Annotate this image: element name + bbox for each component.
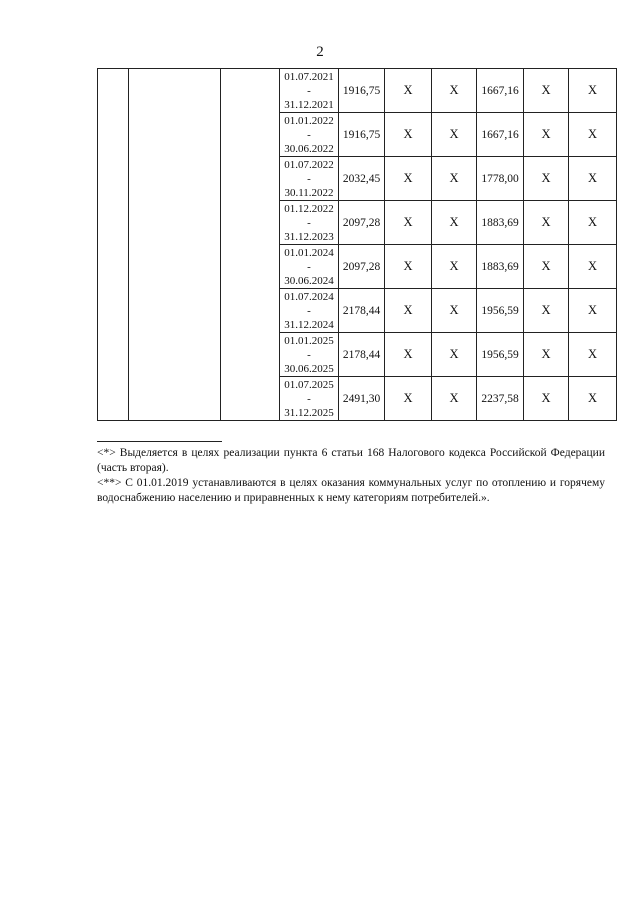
- period-cell: 01.07.2024 - 31.12.2024: [280, 289, 339, 333]
- value-cell: 2491,30: [339, 377, 385, 421]
- value-cell: 1916,75: [339, 113, 385, 157]
- value-cell: 2097,28: [339, 245, 385, 289]
- value-cell: 1883,69: [477, 201, 524, 245]
- footnote-vat: <*> Выделяется в целях реализации пункта 6 статьи 168 Налогового кодекса Российской Федерации (часть вторая).: [97, 447, 605, 474]
- x-cell: X: [524, 69, 569, 113]
- x-cell: X: [524, 245, 569, 289]
- x-cell: X: [432, 289, 477, 333]
- x-cell: X: [432, 69, 477, 113]
- merged-cell-3: [221, 69, 280, 421]
- period-cell: 01.07.2022 - 30.11.2022: [280, 157, 339, 201]
- x-cell: X: [385, 201, 432, 245]
- x-cell: X: [524, 333, 569, 377]
- value-cell: 1956,59: [477, 333, 524, 377]
- x-cell: X: [432, 245, 477, 289]
- value-cell: 2178,44: [339, 333, 385, 377]
- value-cell: 1667,16: [477, 69, 524, 113]
- x-cell: X: [432, 377, 477, 421]
- value-cell: 1883,69: [477, 245, 524, 289]
- value-cell: 2032,45: [339, 157, 385, 201]
- table-row: [98, 69, 617, 113]
- value-cell: 1667,16: [477, 113, 524, 157]
- footnotes: [97, 446, 605, 506]
- value-cell: 2178,44: [339, 289, 385, 333]
- x-cell: X: [524, 289, 569, 333]
- value-cell: 2097,28: [339, 201, 385, 245]
- x-cell: X: [385, 157, 432, 201]
- x-cell: X: [385, 333, 432, 377]
- x-cell: X: [524, 113, 569, 157]
- merged-cell-2: [129, 69, 221, 421]
- period-cell: 01.01.2025 - 30.06.2025: [280, 333, 339, 377]
- x-cell: X: [385, 113, 432, 157]
- period-cell: 01.12.2022 - 31.12.2023: [280, 201, 339, 245]
- value-cell: 1916,75: [339, 69, 385, 113]
- value-cell: 2237,58: [477, 377, 524, 421]
- x-cell: X: [385, 245, 432, 289]
- x-cell: X: [524, 377, 569, 421]
- x-cell: X: [569, 289, 617, 333]
- x-cell: X: [385, 69, 432, 113]
- footnote-divider: [97, 441, 222, 442]
- x-cell: X: [569, 69, 617, 113]
- x-cell: X: [569, 201, 617, 245]
- x-cell: X: [524, 157, 569, 201]
- x-cell: X: [385, 289, 432, 333]
- x-cell: X: [432, 113, 477, 157]
- tariff-table: [97, 68, 617, 421]
- period-cell: 01.01.2022 - 30.06.2022: [280, 113, 339, 157]
- x-cell: X: [569, 113, 617, 157]
- merged-cell-1: [98, 69, 129, 421]
- x-cell: X: [569, 157, 617, 201]
- x-cell: X: [432, 157, 477, 201]
- footnote-population: <**> С 01.01.2019 устанавливаются в целях оказания коммунальных услуг по отоплению и горячему водоснабжению населению и приравненных к нему категориям потребителей.».: [97, 477, 605, 504]
- x-cell: X: [524, 201, 569, 245]
- x-cell: X: [569, 333, 617, 377]
- value-cell: 1956,59: [477, 289, 524, 333]
- page-number: 2: [316, 44, 324, 60]
- period-cell: 01.01.2024 - 30.06.2024: [280, 245, 339, 289]
- period-cell: 01.07.2025 - 31.12.2025: [280, 377, 339, 421]
- tariff-table-body: [98, 69, 617, 421]
- x-cell: X: [432, 201, 477, 245]
- x-cell: X: [432, 333, 477, 377]
- x-cell: X: [569, 377, 617, 421]
- period-cell: 01.07.2021 - 31.12.2021: [280, 69, 339, 113]
- value-cell: 1778,00: [477, 157, 524, 201]
- x-cell: X: [569, 245, 617, 289]
- x-cell: X: [385, 377, 432, 421]
